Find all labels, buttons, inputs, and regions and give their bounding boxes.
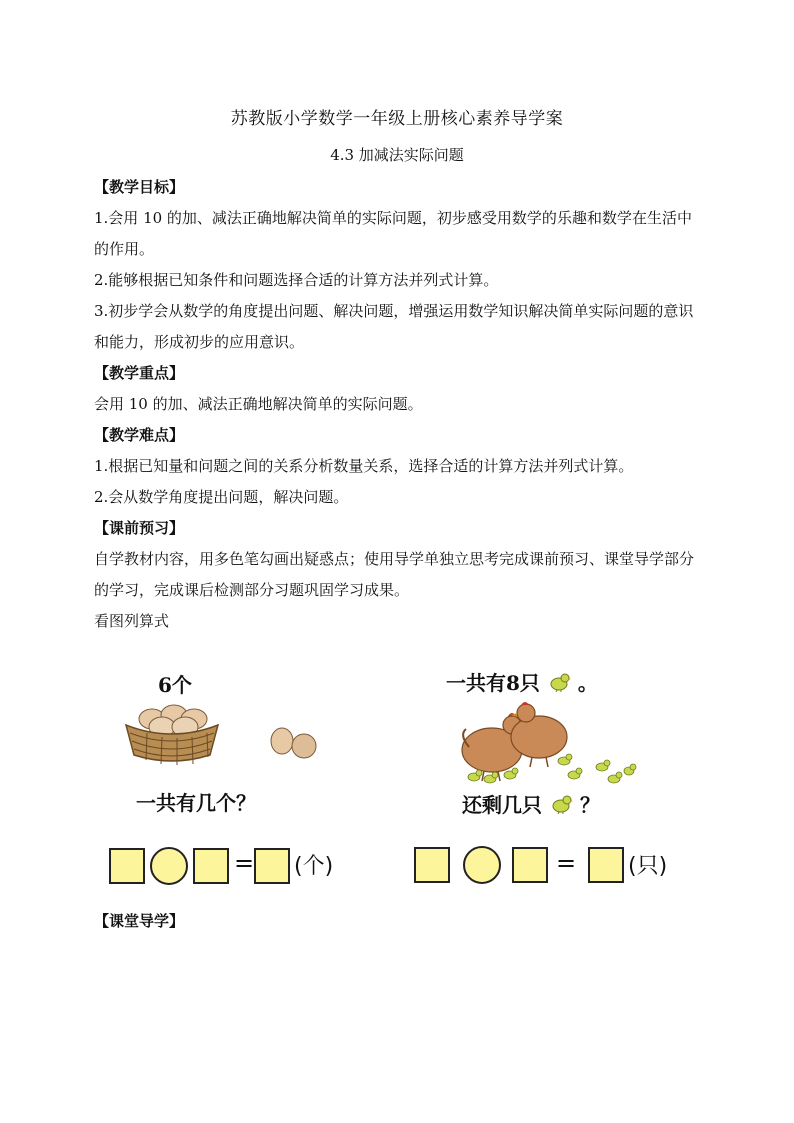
chick-question-prefix: 还剩几只 (462, 793, 542, 817)
egg-question: 一共有几个？ (136, 791, 256, 815)
goals-heading: 【教学目标】 (94, 178, 185, 196)
key-point-item-1: 会用 10 的加、减法正确地解决简单的实际问题。 (94, 395, 423, 413)
goal-item-3: 3.初步学会从数学的角度提出问题、解决问题，增强运用数学知识解决简单实际问题的意识和能力，形成初步的应用意识。 (94, 302, 694, 351)
difficulty-item-1: 1.根据已知量和问题之间的关系分析数量关系，选择合适的计算方法并列式计算。 (94, 457, 634, 475)
chick-question-suffix: ？ (579, 793, 600, 817)
goal-item-1: 1.会用 10 的加、减法正确地解决简单的实际问题，初步感受用数学的乐趣和数学在生活中的作用。 (94, 209, 692, 258)
chick-total-suffix: 。 (577, 671, 598, 695)
chick-operator-circle[interactable] (463, 846, 501, 884)
difficulty-item-2: 2.会从数学角度提出问题，解决问题。 (94, 488, 349, 506)
goal-item-2: 2.能够根据已知条件和问题选择合适的计算方法并列式计算。 (94, 271, 499, 289)
loose-eggs-icon (266, 723, 322, 763)
egg-basket-icon (122, 697, 222, 767)
key-points-heading: 【教学重点】 (94, 364, 185, 382)
preview-task: 看图列算式 (94, 612, 170, 630)
egg-equals-sign: = (234, 849, 255, 877)
chick-equals-sign: = (556, 849, 577, 877)
chick-total-prefix: 一共有8只 (446, 671, 540, 695)
chick-question-text (462, 789, 600, 818)
class-guide-heading: 【课堂导学】 (94, 912, 185, 930)
egg-answer-box-2[interactable] (193, 848, 229, 884)
preview-text: 自学教材内容，用多色笔勾画出疑惑点；使用导学单独立思考完成课前预习、课堂导学部分的学习，完成课后检测部分习题巩固学习成果。 (94, 550, 695, 599)
egg-unit-label: (个) (294, 854, 334, 879)
document-title: 苏教版小学数学一年级上册核心素养导学案 (230, 109, 564, 129)
chick-unit-label: (只) (628, 854, 668, 879)
picture-problems-figure (94, 655, 704, 905)
chick-answer-box-1[interactable] (414, 847, 450, 883)
lesson-subtitle: 4.3 加减法实际问题 (330, 146, 464, 164)
chick-icon (547, 672, 571, 692)
egg-result-box[interactable] (254, 848, 290, 884)
egg-count-label: 6个 (158, 673, 192, 697)
chick-total-text (446, 667, 598, 696)
lesson-content (94, 172, 704, 637)
chick-result-box[interactable] (588, 847, 624, 883)
chick-icon (549, 794, 573, 814)
chick-answer-box-2[interactable] (512, 847, 548, 883)
egg-answer-box-1[interactable] (109, 848, 145, 884)
hens-and-chicks-icon (454, 695, 639, 787)
preview-heading: 【课前预习】 (94, 519, 185, 537)
egg-operator-circle[interactable] (150, 847, 188, 885)
difficulties-heading: 【教学难点】 (94, 426, 185, 444)
